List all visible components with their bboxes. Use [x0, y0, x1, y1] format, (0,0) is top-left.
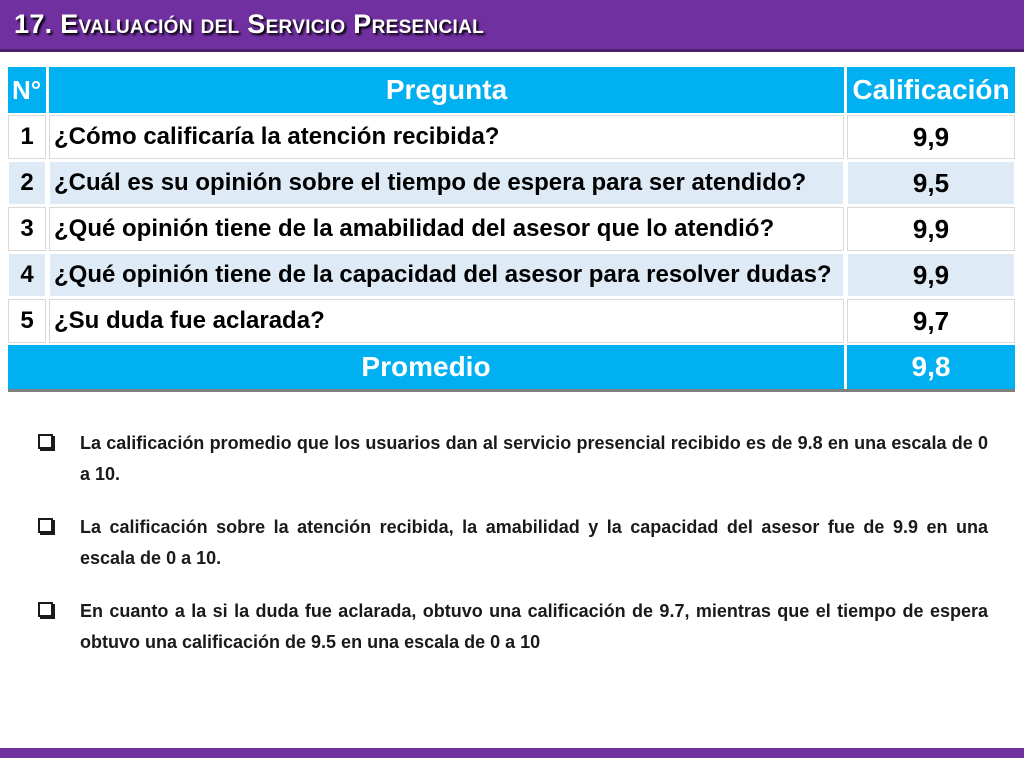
row-question: ¿Cómo calificaría la atención recibida?	[49, 115, 844, 159]
row-question: ¿Qué opinión tiene de la amabilidad del asesor que lo atendió?	[49, 207, 844, 251]
row-question: ¿Su duda fue aclarada?	[49, 299, 844, 343]
table-bottom-border	[8, 389, 1015, 392]
table-row	[8, 207, 1015, 251]
row-num: 5	[8, 299, 46, 343]
row-num: 3	[8, 207, 46, 251]
row-num: 2	[8, 161, 46, 205]
page-title: 17. Evaluación del Servicio Presencial	[14, 9, 485, 39]
row-score: 9,9	[847, 253, 1015, 297]
header-score: Calificación	[847, 67, 1015, 113]
bullet-item	[38, 428, 988, 490]
row-score: 9,9	[847, 207, 1015, 251]
bullet-item	[38, 512, 988, 574]
row-num: 1	[8, 115, 46, 159]
row-score: 9,7	[847, 299, 1015, 343]
header-question: Pregunta	[49, 67, 844, 113]
footer-bar	[0, 748, 1024, 758]
bullet-text: En cuanto a la si la duda fue aclarada, obtuvo una calificación de 9.7, mientras que el tiempo de espera obtuvo una calificación de 9.5 en una escala de 0 a 10	[80, 601, 988, 652]
row-score: 9,9	[847, 115, 1015, 159]
table-row	[8, 299, 1015, 343]
table-row	[8, 253, 1015, 297]
checkbox-square-icon	[38, 602, 53, 617]
average-score: 9,8	[847, 345, 1015, 389]
row-question: ¿Cuál es su opinión sobre el tiempo de espera para ser atendido?	[49, 161, 844, 205]
checkbox-square-icon	[38, 518, 53, 533]
bullet-item	[38, 596, 988, 658]
row-num: 4	[8, 253, 46, 297]
table-row	[8, 115, 1015, 159]
bullet-text: La calificación promedio que los usuarios dan al servicio presencial recibido es de 9.8 en una escala de 0 a 10.	[80, 433, 988, 484]
row-score: 9,5	[847, 161, 1015, 205]
table-header-row	[8, 67, 1015, 113]
table-row	[8, 161, 1015, 205]
average-label: Promedio	[8, 345, 844, 389]
bullet-text: La calificación sobre la atención recibida, la amabilidad y la capacidad del asesor fue de 9.9 en una escala de 0 a 10.	[80, 517, 988, 568]
average-row	[8, 345, 1015, 389]
title-bar	[0, 0, 1024, 52]
header-num: N°	[8, 67, 46, 113]
checkbox-square-icon	[38, 434, 53, 449]
row-question: ¿Qué opinión tiene de la capacidad del asesor para resolver dudas?	[49, 253, 844, 297]
evaluation-table	[8, 67, 1015, 392]
bullet-list	[38, 428, 988, 680]
